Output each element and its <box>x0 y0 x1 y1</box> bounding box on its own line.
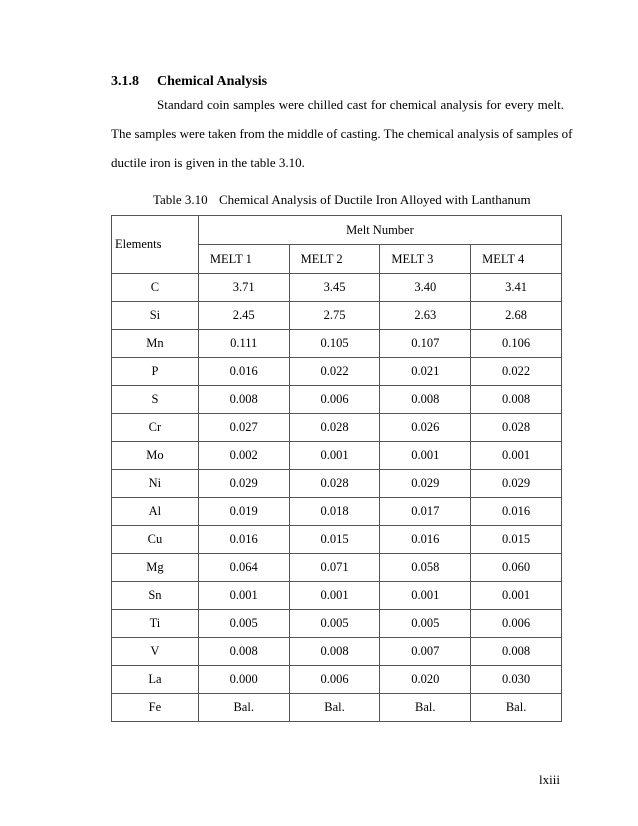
value-cell: 0.006 <box>289 386 380 414</box>
value-cell: 0.020 <box>380 666 471 694</box>
value-cell: 0.105 <box>289 330 380 358</box>
element-cell: Mo <box>112 442 199 470</box>
element-cell: S <box>112 386 199 414</box>
value-cell: 0.016 <box>380 526 471 554</box>
value-cell: 0.008 <box>198 386 289 414</box>
value-cell: 2.75 <box>289 302 380 330</box>
table-row <box>112 526 562 554</box>
value-cell: 0.016 <box>198 526 289 554</box>
table-caption-text: Chemical Analysis of Ductile Iron Alloyed with Lanthanum <box>219 192 531 207</box>
table-row <box>112 694 562 722</box>
value-cell: 0.005 <box>198 610 289 638</box>
value-cell: 0.028 <box>289 414 380 442</box>
value-cell: 0.015 <box>289 526 380 554</box>
value-cell: 0.106 <box>471 330 562 358</box>
melt-number-header: Melt Number <box>198 216 561 245</box>
melt-column-header: MELT 2 <box>289 245 380 274</box>
value-cell: 3.45 <box>289 274 380 302</box>
table-row <box>112 414 562 442</box>
value-cell: Bal. <box>471 694 562 722</box>
value-cell: 0.008 <box>198 638 289 666</box>
value-cell: 0.111 <box>198 330 289 358</box>
value-cell: 0.001 <box>198 582 289 610</box>
element-cell: La <box>112 666 199 694</box>
value-cell: 0.001 <box>289 582 380 610</box>
table-row <box>112 302 562 330</box>
section-heading <box>111 74 267 90</box>
element-cell: Sn <box>112 582 199 610</box>
value-cell: 0.006 <box>471 610 562 638</box>
value-cell: 0.060 <box>471 554 562 582</box>
value-cell: Bal. <box>289 694 380 722</box>
value-cell: 0.005 <box>380 610 471 638</box>
value-cell: 2.45 <box>198 302 289 330</box>
value-cell: 0.026 <box>380 414 471 442</box>
value-cell: 0.028 <box>289 470 380 498</box>
value-cell: 0.016 <box>198 358 289 386</box>
element-cell: C <box>112 274 199 302</box>
value-cell: 0.017 <box>380 498 471 526</box>
value-cell: 0.018 <box>289 498 380 526</box>
table-caption <box>153 192 531 208</box>
section-title: Chemical Analysis <box>157 74 268 89</box>
melt-column-header: MELT 3 <box>380 245 471 274</box>
value-cell: 0.005 <box>289 610 380 638</box>
value-cell: 0.001 <box>471 442 562 470</box>
element-cell: Ti <box>112 610 199 638</box>
element-cell: Fe <box>112 694 199 722</box>
value-cell: 0.008 <box>289 638 380 666</box>
element-cell: Cr <box>112 414 199 442</box>
element-cell: Al <box>112 498 199 526</box>
page-number: lxiii <box>539 772 560 787</box>
value-cell: 0.107 <box>380 330 471 358</box>
element-cell: Ni <box>112 470 199 498</box>
value-cell: 0.019 <box>198 498 289 526</box>
value-cell: 0.058 <box>380 554 471 582</box>
value-cell: 0.002 <box>198 442 289 470</box>
value-cell: 0.029 <box>471 470 562 498</box>
value-cell: 0.028 <box>471 414 562 442</box>
table-caption-number: Table 3.10 <box>153 192 208 207</box>
value-cell: 2.68 <box>471 302 562 330</box>
melt-column-header: MELT 4 <box>471 245 562 274</box>
table-row <box>112 386 562 414</box>
value-cell: 0.008 <box>380 386 471 414</box>
element-cell: Si <box>112 302 199 330</box>
value-cell: 0.022 <box>471 358 562 386</box>
value-cell: 3.40 <box>380 274 471 302</box>
paragraph-line-3: ductile iron is given in the table 3.10. <box>111 155 305 170</box>
value-cell: 3.41 <box>471 274 562 302</box>
melt-column-header: MELT 1 <box>198 245 289 274</box>
paragraph-line-2: The samples were taken from the middle of casting. The chemical analysis of samples of <box>111 126 573 141</box>
value-cell: 0.029 <box>198 470 289 498</box>
section-number: 3.1.8 <box>111 74 139 89</box>
value-cell: 0.001 <box>471 582 562 610</box>
value-cell: 0.001 <box>289 442 380 470</box>
value-cell: Bal. <box>198 694 289 722</box>
table-header-row <box>112 216 562 245</box>
table-row <box>112 666 562 694</box>
value-cell: 0.022 <box>289 358 380 386</box>
value-cell: 0.008 <box>471 386 562 414</box>
table-row <box>112 274 562 302</box>
value-cell: 0.071 <box>289 554 380 582</box>
value-cell: 0.007 <box>380 638 471 666</box>
value-cell: 0.027 <box>198 414 289 442</box>
value-cell: 0.008 <box>471 638 562 666</box>
value-cell: 0.021 <box>380 358 471 386</box>
table-row <box>112 442 562 470</box>
element-cell: V <box>112 638 199 666</box>
element-cell: Mn <box>112 330 199 358</box>
value-cell: 3.71 <box>198 274 289 302</box>
table-row <box>112 498 562 526</box>
element-cell: Mg <box>112 554 199 582</box>
element-cell: Cu <box>112 526 199 554</box>
table-row <box>112 554 562 582</box>
value-cell: 0.029 <box>380 470 471 498</box>
element-cell: P <box>112 358 199 386</box>
value-cell: 2.63 <box>380 302 471 330</box>
value-cell: 0.000 <box>198 666 289 694</box>
value-cell: 0.015 <box>471 526 562 554</box>
table-row <box>112 330 562 358</box>
value-cell: 0.006 <box>289 666 380 694</box>
table-row <box>112 358 562 386</box>
value-cell: 0.001 <box>380 582 471 610</box>
table-row <box>112 470 562 498</box>
value-cell: Bal. <box>380 694 471 722</box>
value-cell: 0.030 <box>471 666 562 694</box>
value-cell: 0.064 <box>198 554 289 582</box>
paragraph-line-1: Standard coin samples were chilled cast for chemical analysis for every melt. <box>157 97 564 112</box>
table-row <box>112 610 562 638</box>
chemical-analysis-table <box>111 215 562 722</box>
value-cell: 0.001 <box>380 442 471 470</box>
table-row <box>112 638 562 666</box>
elements-header: Elements <box>112 216 199 274</box>
value-cell: 0.016 <box>471 498 562 526</box>
table-row <box>112 582 562 610</box>
